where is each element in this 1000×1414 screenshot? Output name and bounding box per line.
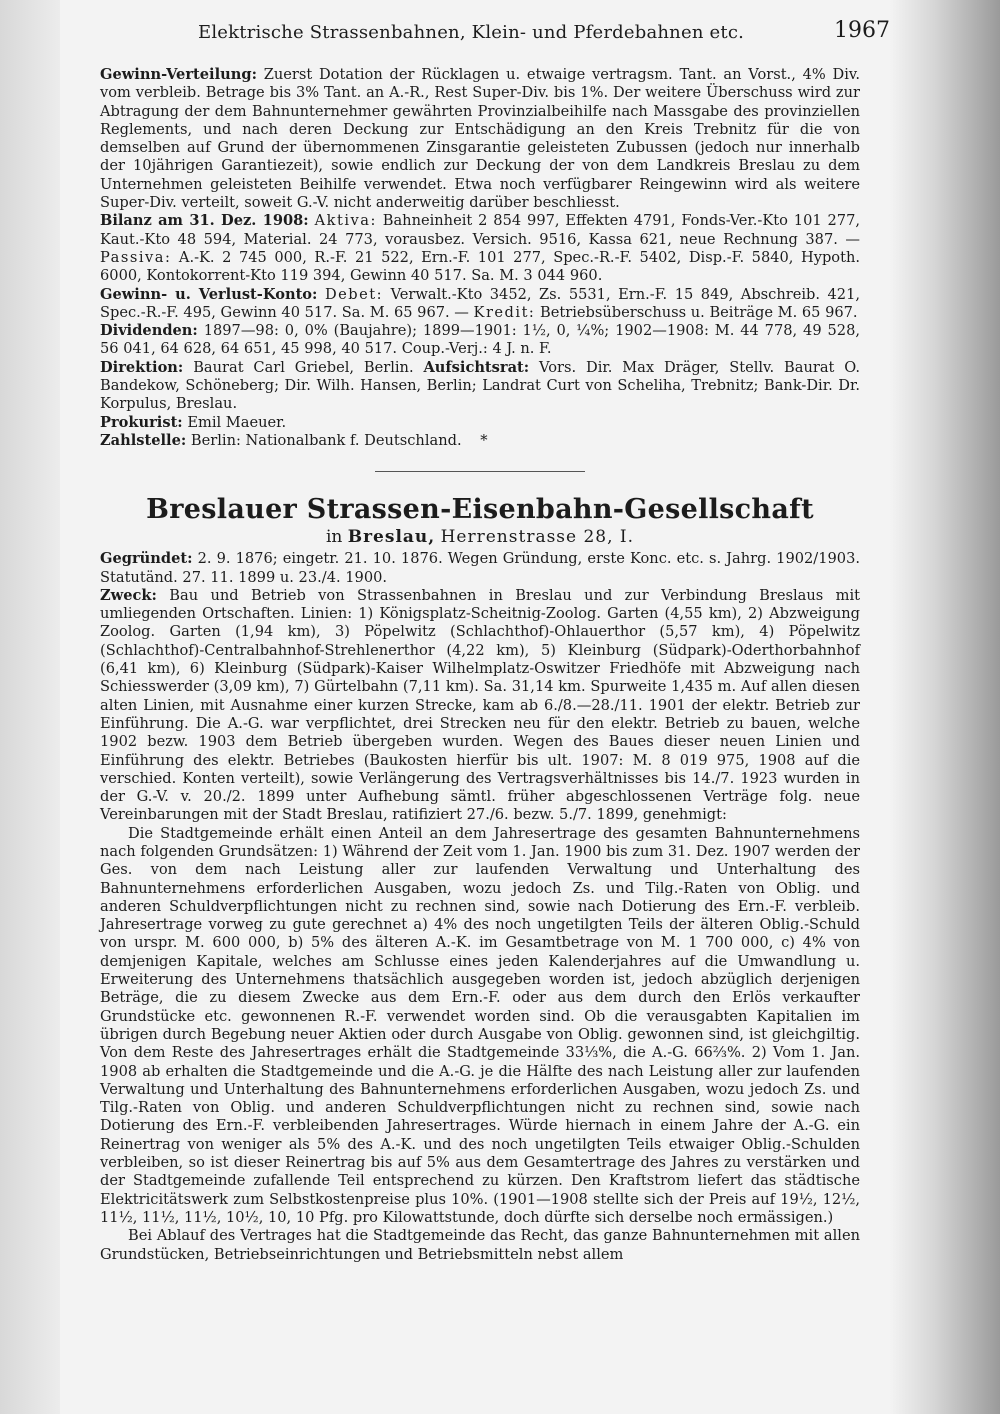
guv-label: Gewinn- u. Verlust-Konto: xyxy=(100,285,318,303)
gegruendet xyxy=(100,550,860,587)
running-header xyxy=(150,18,890,48)
bilanz-label: Bilanz am 31. Dez. 1908: xyxy=(100,212,309,230)
page-number: 1967 xyxy=(834,18,890,43)
page-body xyxy=(100,66,860,1264)
zweck-label: Zweck: xyxy=(100,586,157,604)
zahlstelle xyxy=(100,432,860,450)
dividenden-text: 1897—98: 0, 0% (Baujahre); 1899—1901: 1½, 0, ¼%; 1902—1908: M. 44 778, 49 528, 56 041, 64 628, 64 651, 45 998, 40 517. Coup.-Verj.: 4 J. n. F. xyxy=(100,322,861,358)
gewinn-verlust-konto xyxy=(100,286,860,323)
page-binding-shadow xyxy=(890,0,1000,1414)
gegruendet-label: Gegründet: xyxy=(100,550,193,568)
company-address xyxy=(100,526,860,548)
zahlstelle-text: Berlin: Nationalbank f. Deutschland. xyxy=(190,431,462,449)
direktion-text: Baurat Carl Griebel, Berlin. xyxy=(193,358,414,376)
aufsichtsrat-text: Vors. Dir. Max Dräger, Stellv. Baurat O. Bandekow, Schöneberg; Dir. Wilh. Hansen, Berlin; Landrat Curt von Scheliha, Trebnitz; Bank-Dir. Dr. Korpulus, Breslau. xyxy=(100,358,861,413)
direktion-aufsichtsrat xyxy=(100,359,860,414)
bilanz xyxy=(100,212,860,285)
address-city: Breslau, xyxy=(347,527,436,548)
vertrag-paragraph-2: Bei Ablauf des Vertrages hat die Stadtgemeinde das Recht, das ganze Bahnunternehmen mit allen Grundstücken, Betriebseinrichtungen und Betriebsmitteln nebst allem xyxy=(100,1227,860,1263)
gewinn-verteilung-label: Gewinn-Verteilung: xyxy=(100,66,257,83)
bilanz-passiva: A.-K. 2 745 000, R.-F. 21 522, Ern.-F. 101 277, Spec.-R.-F. 5402, Disp.-F. 5840, Hypoth. 6000, Kontokorrent-Kto 119 394, Gewinn 40 517. Sa. M. 3 044 960. xyxy=(100,248,860,285)
debet-label: Debet: xyxy=(324,285,384,303)
gewinn-verteilung xyxy=(100,66,860,212)
address-street: Herrenstrasse 28, I. xyxy=(440,527,635,548)
vertrag-paragraph-1: Die Stadtgemeinde erhält einen Anteil an dem Jahresertrage des gesamten Bahnunternehmens nach folgenden Grundsätzen: 1) Während der Zeit vom 1. Jan. 1900 bis zum 31. Dez. 1907 werden der Ges. von dem nach Leistung aller zur laufenden Verwaltung und Unterhaltung des Bahnunternehmens erforderlichen Ausgaben, wozu jedoch Zs. und Tilg.-Raten von Oblig. und anderen Schuldverpflichtungen nicht zu rechnen sind, sowie nach Dotierung des Ern.-F. verbleib. Jahresertrage vorweg zu gute gerechnet a) 4% des noch ungetilgten Teils der älteren Oblig.-Schuld von urspr. M. 600 000, b) 5% des älteren A.-K. im Gesamtbetrage von M. 1 700 000, c) 4% von demjenigen Kapitale, welches am Schlusse eines jeden Kalenderjahres auf die Umwandlung u. Erweiterung des Unternehmens thatsächlich ausgegeben worden ist, jedoch abzüglich derjenigen Beträge, die zu diesem Zwecke aus dem Ern.-F. oder aus dem durch den Erlös verkaufter Grundstücke etc. gewonnenen R.-F. verwendet worden sind. Ob die verausgabten Kapitalien im übrigen durch Begebung neuer Aktien oder durch Ausgabe von Oblig. gewonnen sind, ist gleichgiltig. Von dem Reste des Jahresertrages erhält die Stadtgemeinde 33⅓%, die A.-G. 66⅔%. 2) Vom 1. Jan. 1908 ab erhalten die Stadtgemeinde und die A.-G. je die Hälfte des nach Leistung aller zur laufenden Verwaltung und Unterhaltung des Bahnunternehmens erforderlichen Ausgaben, wozu jedoch Zs. und Tilg.-Raten von Oblig. und anderen Schuldverpflichtungen nicht zu rechnen sind, sowie nach Dotierung des Ern.-F. verbleibenden Jahresertrages. Würde hiernach in einem Jahre der A.-G. ein Reinertrag von weniger als 5% des A.-K. und des noch ungetilgten Teils etwaiger Oblig.-Schulden verbleiben, so ist dieser Reinertrag bis auf 5% aus dem Gesamtertrage des Jahres zu verstärken und der Stadtgemeinde zufallende Teil entsprechend zu kürzen. Den Kraftstrom liefert das städtische Elektricitätswerk zum Selbstkostenpreise plus 10%. (1901—1908 stellte sich der Preis auf 19½, 12½, 11½, 11½, 11½, 10½, 10, 10 Pfg. pro Kilowattstunde, doch dürfte sich derselbe noch ermässigen.) xyxy=(100,824,860,1226)
passiva-label: Passiva: xyxy=(100,248,172,266)
dividenden-label: Dividenden: xyxy=(100,322,198,340)
bilanz-aktiva: Bahneinheit 2 854 997, Effekten 4791, Fonds-Ver.-Kto 101 277, Kaut.-Kto 48 594, Material. 24 773, vorausbez. Versich. 9516, Kassa 621, neue Rechnung 387. — xyxy=(100,212,861,248)
direktion-label: Direktion: xyxy=(100,358,184,376)
address-in: in xyxy=(325,527,343,548)
guv-debet: Verwalt.-Kto 3452, Zs. 5531, Ern.-F. 15 849, Abschreib. 421, Spec.-R.-F. 495, Gewinn 40 517. Sa. M. 65 967. — xyxy=(100,285,861,321)
running-title: Elektrische Strassenbahnen, Klein- und Pferdebahnen etc. xyxy=(198,22,745,43)
prokurist-text: Emil Maeuer. xyxy=(187,413,287,431)
company-title: Breslauer Strassen-Eisenbahn-Gesellschaft xyxy=(146,494,814,526)
prokurist xyxy=(100,414,860,432)
gegruendet-text: 2. 9. 1876; eingetr. 21. 10. 1876. Wegen Gründung, erste Konc. etc. s. Jahrg. 1902/1903. Statutänd. 27. 11. 1899 u. 23./4. 1900. xyxy=(100,550,861,586)
aktiva-label: Aktiva: xyxy=(314,212,377,230)
aufsichtsrat-label: Aufsichtsrat: xyxy=(423,358,530,376)
gewinn-verteilung-text: Zuerst Dotation der Rücklagen u. etwaige vertragsm. Tant. an Vorst., 4% Div. vom verbleib. Betrage bis 3% Tant. an A.-R., Rest Super-Div. bis 1%. Der weitere Überschuss wird zur Abtragung der dem Bahnunternehmer gewährten Provinzialbeihilfe nach Massgabe des provinziellen Reglements, und nach deren Deckung zur Entschädigung an den Kreis Trebnitz für die von demselben auf Grund der übernommenen Zinsgarantie geleisteten Zubussen (jedoch nur innerhalb der 10jährigen Garantiezeit), sowie endlich zur Deckung der von dem Landkreis Breslau zu dem Unternehmen geleisteten Beihilfe verwendet. Etwa noch verfügbarer Reingewinn wird als weitere Super-Div. verteilt, soweit G.-V. nicht anderweitig darüber beschliesst. xyxy=(100,66,861,212)
zweck-text: Bau und Betrieb von Strassenbahnen in Breslau und zur Verbindung Breslaus mit umliegenden Ortschaften. Linien: 1) Königsplatz-Scheitnig-Zoolog. Garten (4,55 km), 2) Abzweigung Zoolog. Garten (1,94 km), 3) Pöpelwitz (Schlachthof)-Ohlauerthor (5,57 km), 4) Pöpelwitz (Schlachthof)-Centralbahnhof-Strehlenerthor (4,22 km), 5) Kleinburg (Südpark)-Oderthorbahnhof (6,41 km), 6) Kleinburg (Südpark)-Kaiser Wilhelmplatz-Oswitzer Friedhöfe mit Abzweigung nach Schiesswerder (3,09 km), 7) Gürtelbahn (7,11 km). Sa. 31,14 km. Spurweite 1,435 m. Auf allen diesen alten Linien, mit Ausnahme einer kurzen Strecke, kam ab 6./8.—28./11. 1901 der elektr. Betrieb zur Einführung. Die A.-G. war verpflichtet, drei Strecken neu für den elektr. Betrieb zu bauen, welche 1902 bezw. 1903 dem Betrieb übergeben wurden. Wegen des Baues dieser neuen Linien und Einführung des elektr. Betriebes (Baukosten hierfür bis ult. 1907: M. 8 019 975, 1908 auf die verschied. Konten verteilt), sowie Verlängerung des Vertragsverhältnisses bis 14./7. 1923 wurden in der G.-V. v. 20./2. 1899 unter Aufhebung sämtl. früher abgeschlossenen Verträge folg. neue Vereinbarungen mit der Stadt Breslau, ratifiziert 27./6. bezw. 5./7. 1899, genehmigt: xyxy=(100,586,861,824)
end-asterisk: * xyxy=(480,431,488,449)
prokurist-label: Prokurist: xyxy=(100,413,183,431)
zahlstelle-label: Zahlstelle: xyxy=(100,431,187,449)
page-left-margin xyxy=(0,0,60,1414)
kredit-label: Kredit: xyxy=(473,303,536,321)
guv-kredit: Betriebsüberschuss u. Beiträge M. 65 967. xyxy=(540,303,858,321)
section-divider xyxy=(375,471,585,472)
dividenden xyxy=(100,322,860,359)
zweck xyxy=(100,587,860,825)
